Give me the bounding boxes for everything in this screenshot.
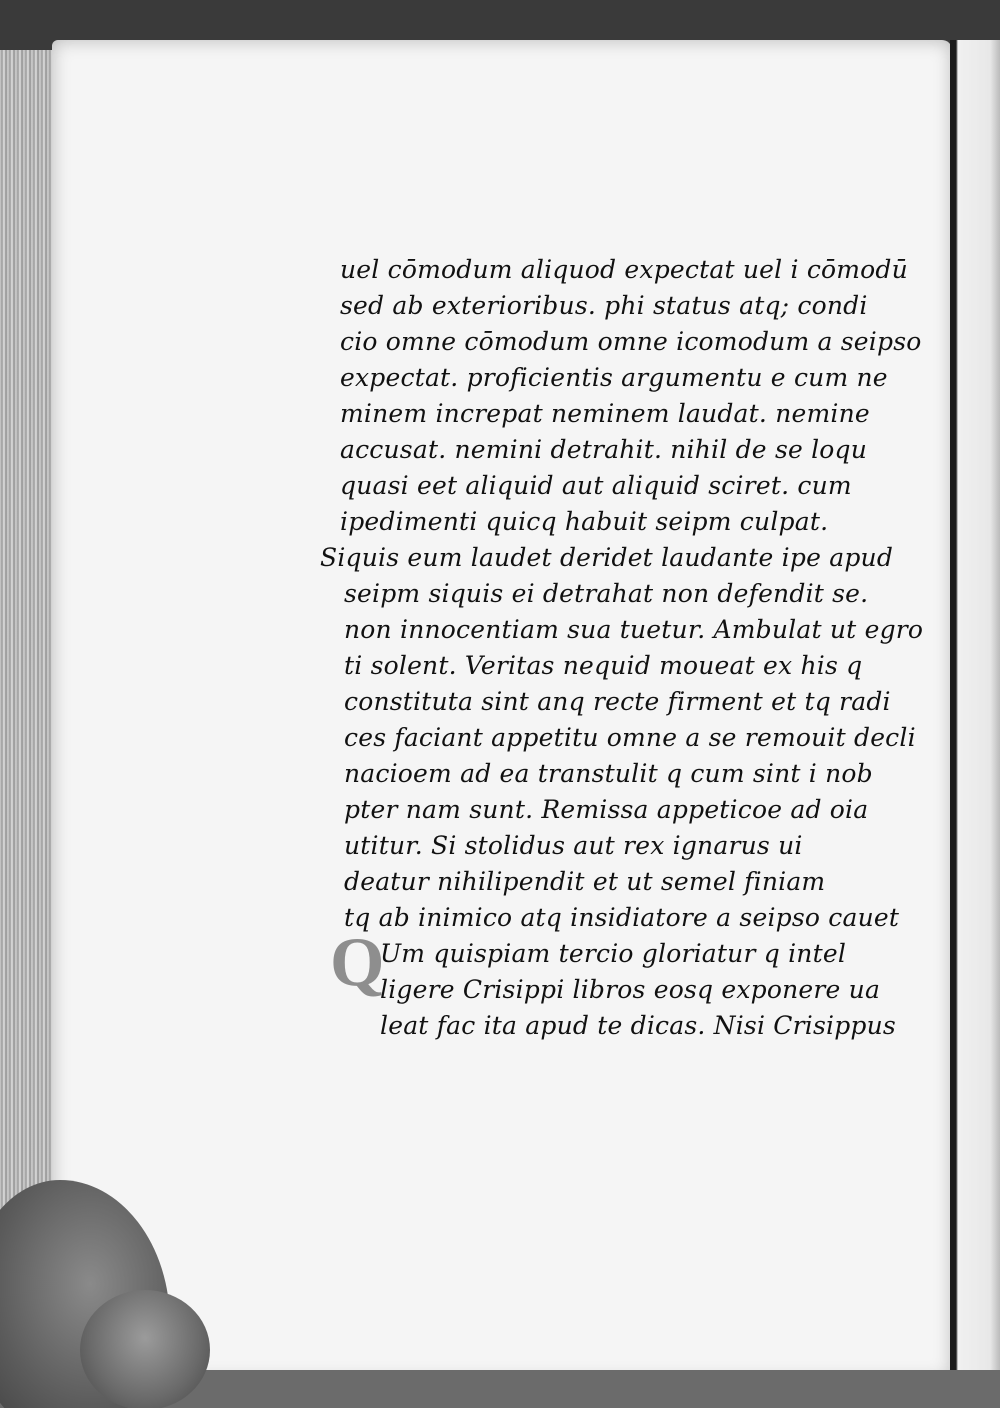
text-line-7: quasi eet aliquid aut aliquid sciret. cum xyxy=(340,471,852,500)
text-line-12: ti solent. Veritas nequid moueat ex his q xyxy=(344,651,863,680)
text-line-20: Um quispiam tercio gloriatur q intel xyxy=(380,939,847,968)
text-line-17: utitur. Si stolidus aut rex ignarus ui xyxy=(344,831,803,860)
text-line-8: ipedimenti quicq habuit seipm culpat. xyxy=(340,507,829,536)
text-line-21: ligere Crisippi libros eosq exponere ua xyxy=(380,975,881,1004)
text-line-4: expectat. proficientis argumentu e cum ne xyxy=(340,363,888,392)
text-line-18: deatur nihilipendit et ut semel finiam xyxy=(344,867,826,896)
decorated-initial: Q xyxy=(330,924,385,1001)
facing-page-edge xyxy=(950,40,1000,1408)
holding-hand-finger xyxy=(80,1290,210,1408)
text-line-22: leat fac ita apud te dicas. Nisi Crisippus xyxy=(380,1011,896,1040)
text-line-11: non innocentiam sua tuetur. Ambulat ut egro xyxy=(344,615,924,644)
text-line-2: sed ab exterioribus. phi status atq; condi xyxy=(340,291,868,320)
text-line-15: nacioem ad ea transtulit q cum sint i nob xyxy=(344,759,873,788)
text-line-9: Siquis eum laudet deridet laudante ipe apud xyxy=(320,543,894,572)
text-line-19: tq ab inimico atq insidiatore a seipso cauet xyxy=(344,903,900,932)
text-line-5: minem increpat neminem laudat. nemine xyxy=(340,399,870,428)
text-line-6: accusat. nemini detrahit. nihil de se loqu xyxy=(340,435,868,464)
text-line-14: ces faciant appetitu omne a se remouit decli xyxy=(344,723,916,752)
text-line-10: seipm siquis ei detrahat non defendit se. xyxy=(344,579,869,608)
text-line-3: cio omne cōmodum omne icomodum a seipso xyxy=(340,327,922,356)
text-line-16: pter nam sunt. Remissa appeticoe ad oia xyxy=(344,795,869,824)
text-line-13: constituta sint anq recte firment et tq radi xyxy=(344,687,891,716)
text-line-1: uel cōmodum aliquod expectat uel i cōmodū xyxy=(340,255,908,284)
